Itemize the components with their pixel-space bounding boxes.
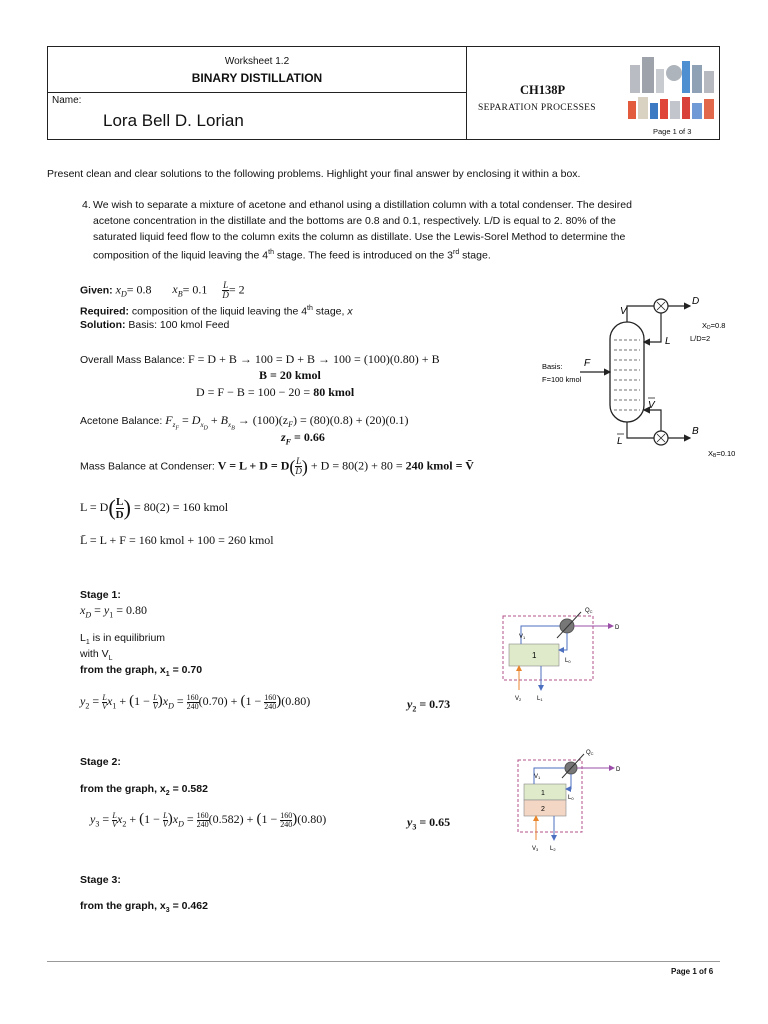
label-vbar: V [648, 400, 655, 411]
stage3-title: Stage 3: [80, 874, 121, 886]
footer-page-number: Page 1 of 6 [671, 967, 714, 976]
lab-equipment-picture [626, 51, 718, 123]
given-label: Given: [80, 284, 113, 297]
problem-statement [93, 197, 733, 264]
stage1-l1: L1 [537, 696, 543, 702]
stage1-equation: $x_D = y_1 = 0.80$ [80, 603, 147, 620]
d-result: D = F − B = 100 − 20 = 80 kmol [196, 385, 355, 399]
b-result: B = 20 kmol [259, 368, 321, 382]
y2-result: $y_2 = 0.73$ [407, 697, 451, 714]
stage1-text1: $L_1$ is in equilibrium [80, 632, 166, 647]
header-divider-vertical [466, 47, 467, 139]
y2-equation: $y_2$ = $\frac{L}{V}$ $x_1 + (1$ − $\frac{L}{V}$ )$x_D$ = $\frac{160}{240}$ (0.70) + (1 − $\frac{160}{240}$ )(0.80) [80, 692, 311, 711]
stage2-number-1: 1 [541, 790, 545, 797]
basis-value: F=100 kmol [542, 375, 582, 384]
stage2-l0: L0 [568, 795, 574, 801]
problem-number: 4. [82, 199, 91, 211]
label-f: F [584, 358, 591, 369]
stage1-number: 1 [532, 651, 537, 660]
worksheet-header [47, 46, 720, 140]
y3-result: $y_3 = 0.65$ [407, 815, 451, 832]
ld-label: L/D=2 [690, 334, 711, 343]
stage1-diagram [495, 600, 630, 710]
stage1-l0: L0 [565, 658, 571, 664]
stage2-number-2: 2 [541, 806, 545, 813]
stage3-graph: from the graph, $x_3 = 0.462$ [80, 900, 208, 915]
stage1-text2: with $V_L$ [80, 648, 113, 663]
y3-equation: $y_3$ = $\frac{L}{V}$ $x_2 + (1$ − $\frac{L}{V}$ )$x_D$ = $\frac{160}{240}$ (0.582) + (1 − $\frac{160}{240}$ )(0.80) [90, 810, 327, 829]
stage1-v1: V1 [519, 634, 526, 640]
instructions-text: Present clean and clear solutions to the following problems. Highlight your final answer by enclosing it within a box. [47, 168, 581, 180]
label-b: B [692, 426, 699, 437]
stage1-graph: from the graph, $x_1 = 0.70$ [80, 664, 203, 679]
overall-mass-balance: Overall Mass Balance: F = D + B → 100 = D + B → 100 = (100)(0.80) + B [80, 352, 440, 366]
basis-label: Basis: [542, 362, 563, 371]
acetone-balance: Acetone Balance: $F_{z_F} = D_{x_D} + B_{x_B} \to (100)(z_F) = (80)(0.8) + (20)(0.1)$ [80, 413, 409, 432]
zf-result: $z_F = 0.66$ [281, 430, 325, 447]
problem-line-3: saturated liquid feed flow to the column exits the column as distillate. Use the Lewis-Sorel Method to determine the [93, 231, 626, 243]
stage2-v1: V1 [534, 774, 541, 780]
stage2-diagram [510, 742, 630, 854]
label-l: L [665, 336, 671, 347]
header-divider-horizontal [48, 92, 466, 93]
lbar-equation: L̄ = L + F = 160 kmol + 100 = 260 kmol [80, 533, 274, 547]
given-line: Given: $x_D= 0.8$ $x_B= 0.1$ $\frac{L}{D}$ = 2 [80, 280, 245, 300]
footer-divider [47, 961, 720, 962]
problem-line-4: composition of the liquid leaving the 4th stage. The feed is introduced on the 3rd stage. [93, 249, 491, 262]
student-name: Lora Bell D. Lorian [103, 111, 244, 130]
problem-line-2: acetone concentration in the distillate and the bottoms are 0.8 and 0.1, respectively. L/D is equal to 2. 80% of the [93, 215, 616, 227]
xb-label: XB=0.10 [708, 449, 736, 459]
header-page-number: Page 1 of 3 [653, 127, 692, 136]
name-label: Name: [52, 95, 82, 106]
stage2-v3: V3 [532, 846, 539, 852]
worksheet-number: Worksheet 1.2 [224, 56, 290, 67]
worksheet-title: BINARY DISTILLATION [191, 71, 323, 85]
stage1-v2: V2 [515, 696, 522, 702]
label-v: V [620, 306, 627, 317]
label-d: D [692, 296, 700, 307]
xd-label: XD=0.8 [702, 321, 726, 331]
stage2-graph: from the graph, $x_2 = 0.582$ [80, 783, 208, 798]
course-name: SEPARATION PROCESSES [478, 103, 596, 113]
stage2-d: D [616, 767, 621, 773]
stage2-l2: L2 [550, 846, 556, 852]
course-code: CH138P [520, 83, 566, 97]
stage1-title: Stage 1: [80, 589, 121, 601]
solution-line: Solution: Basis: 100 kmol Feed [80, 319, 230, 331]
condenser-balance: Mass Balance at Condenser: V = L + D = D( $\frac{L}{D}$ ) + D = 80(2) + 80 = 240 kmol = V̄ [80, 456, 474, 477]
required-line: Required: composition of the liquid leaving the 4th stage, x [80, 305, 353, 318]
stage2-title: Stage 2: [80, 756, 121, 768]
distillation-column-diagram [540, 292, 750, 462]
column-shell [610, 322, 644, 422]
stage2-qc: QC [586, 750, 594, 756]
label-lbar: L [617, 436, 623, 447]
stage2-box-2 [524, 800, 566, 816]
problem-line-1: We wish to separate a mixture of acetone and ethanol using a distillation column with a total condenser. The desired [93, 199, 632, 211]
stage1-qc: QC [585, 608, 593, 614]
stage2-box-1 [524, 784, 566, 800]
stage1-d: D [615, 625, 620, 631]
l-equation: L = D( $\frac{L}{D}$ ) = 80(2) = 160 kmol [80, 495, 229, 521]
